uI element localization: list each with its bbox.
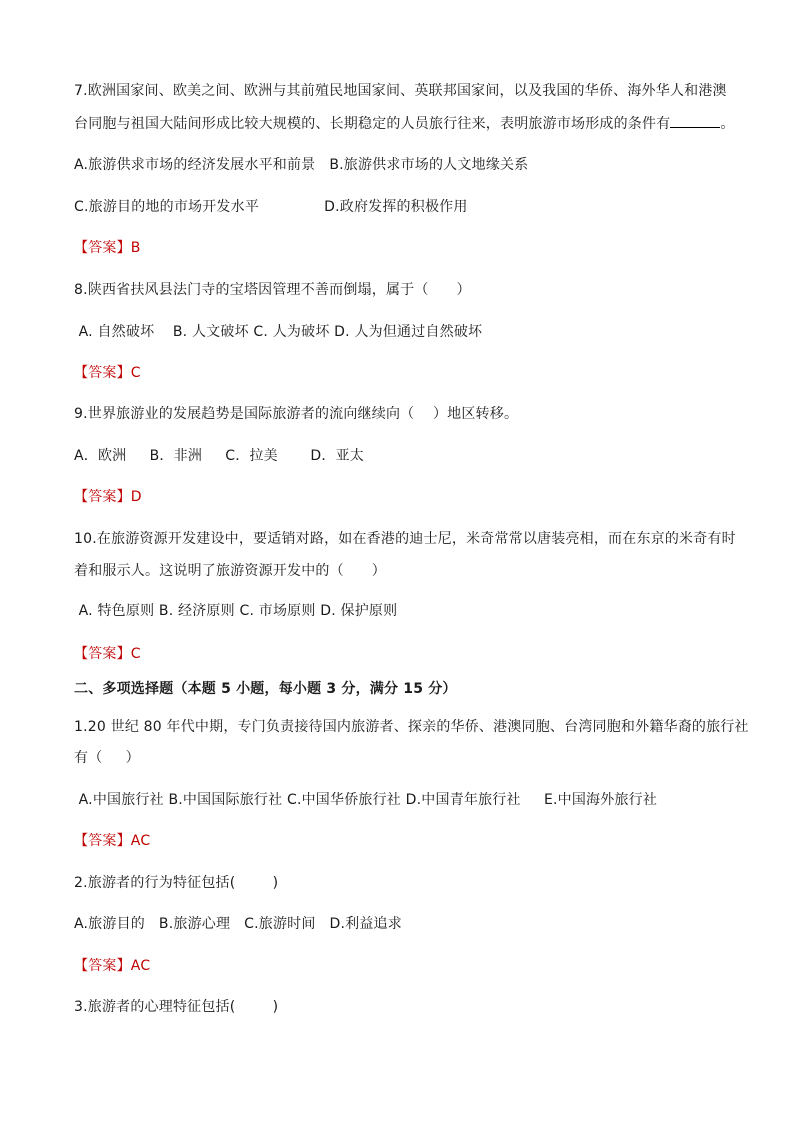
q8-options: A. 自然破坏 B. 人文破坏 C. 人为破坏 D. 人为但通过自然破坏 [74,324,483,340]
q9-question: 9.世界旅游业的发展趋势是国际旅游者的流向继续向（ ）地区转移。 [74,406,519,422]
m2-question: 2.旅游者的行为特征包括( ) [74,875,279,891]
q7-answer: 【答案】B [74,240,141,256]
fill-in-blank [670,115,720,128]
m2-options: A.旅游目的 B.旅游心理 C.旅游时间 D.利益追求 [74,916,402,932]
q7-options-2: C.旅游目的地的市场开发水平 D.政府发挥的积极作用 [74,199,468,215]
m1-options: A.中国旅行社 B.中国国际旅行社 C.中国华侨旅行社 D.中国青年旅行社 E.中国海外旅行社 [74,792,658,808]
m2-answer: 【答案】AC [74,958,151,974]
q7-line-2-end: 。 [720,116,735,132]
section-heading: 二、多项选择题（本题 5 小题，每小题 3 分，满分 15 分） [74,681,457,697]
q10-line-2: 着和服示人。这说明了旅游资源开发中的（ ） [74,563,386,579]
q9-answer: 【答案】D [74,489,142,505]
m1-line-1: 1.20 世纪 80 年代中期，专门负责接待国内旅游者、探亲的华侨、港澳同胞、台湾同胞和外籍华裔的旅行社 [74,719,749,735]
q10-answer: 【答案】C [74,646,141,662]
q7-line-1: 7.欧洲国家间、欧美之间、欧洲与其前殖民地国家间、英联邦国家间，以及我国的华侨、海外华人和港澳 [74,83,727,99]
q9-options: A．欧洲 B．非洲 C．拉美 D．亚太 [74,448,364,464]
m3-question: 3.旅游者的心理特征包括( ) [74,999,279,1015]
q7-options-1: A.旅游供求市场的经济发展水平和前景 B.旅游供求市场的人文地缘关系 [74,157,529,173]
q10-line-1: 10.在旅游资源开发建设中，要适销对路，如在香港的迪士尼，米奇常常以唐装亮相，而在东京的米奇有时 [74,531,736,547]
q10-options: A. 特色原则 B. 经济原则 C. 市场原则 D. 保护原则 [74,603,398,619]
q8-answer: 【答案】C [74,365,141,381]
q7-line-2 [74,115,735,133]
q8-question: 8.陕西省扶风县法门寺的宝塔因管理不善而倒塌，属于（ ） [74,282,471,298]
m1-answer: 【答案】AC [74,833,151,849]
q7-line-2-text: 台同胞与祖国大陆间形成比较大规模的、长期稳定的人员旅行往来，表明旅游市场形成的条件有 [74,116,671,132]
m1-line-2: 有（ ） [74,750,140,766]
